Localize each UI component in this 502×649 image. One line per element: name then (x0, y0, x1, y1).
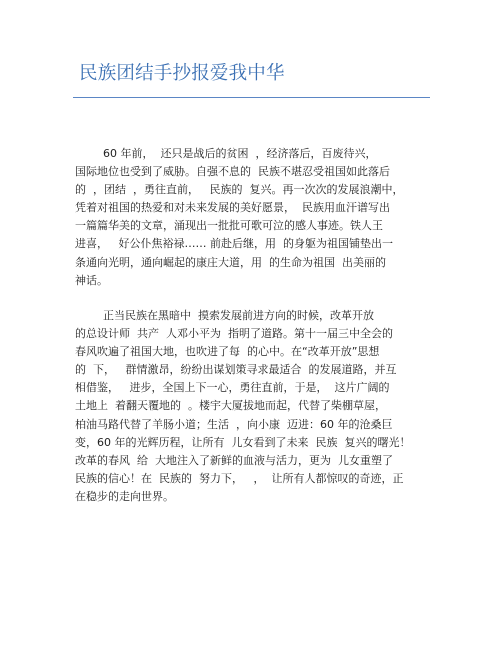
paragraph-line: 柏油马路代替了羊肠小道；生活 ，向小康 迈进：60 年的沧桑巨 (75, 417, 393, 431)
paragraph-line: 的总设计师 共产 人邓小平为 指明了道路。第十一届三中全会的 (75, 327, 393, 341)
paragraph-1 (75, 145, 435, 290)
paragraph-line: 在稳步的走向世界。 (75, 489, 174, 503)
paragraph-line: 条通向光明，通向崛起的康庄大道，用 的生命为祖国 出美丽的 (75, 255, 386, 269)
paragraph-line: 民族的信心！在 民族的 努力下， ， 让所有人都惊叹的奇迹，正 (75, 471, 404, 485)
paragraph-line: 凭着对祖国的热爱和对未来发展的美好愿景， 民族用血汗谱写出 (75, 201, 390, 215)
title-underline (73, 97, 430, 98)
paragraph-line: 正当民族在黑暗中 摸索发展前进方向的时候，改革开放 (75, 309, 374, 322)
paragraph-line: 变，60 年的光辉历程，让所有 儿女看到了未来 民族 复兴的曙光！ (75, 435, 411, 449)
document-title: 民族团结手抄报爱我中华 (79, 63, 285, 84)
paragraph-line: 60 年前， 还只是战后的贫困 ，经济落后，百废待兴， (75, 147, 377, 160)
paragraph-line: 的 ，团结 ，勇往直前， 民族的 复兴。再一次次的发展浪潮中， (75, 183, 404, 197)
paragraph-line: 一篇篇华美的文章，涌现出一批批可歌可泣的感人事迹。铁人王 (75, 219, 383, 233)
paragraph-line: 土地上 着翻天覆地的 。楼宇大厦拔地而起，代替了柴棚草屋， (75, 399, 386, 413)
paragraph-line: 的 下， 群情激昂，纷纷出谋划策寻求最适合 的发展道路，并互 (75, 363, 397, 377)
paragraph-line: 神话。 (75, 273, 108, 287)
paragraph-2 (75, 307, 435, 506)
paragraph-line: 春风吹遍了祖国大地，也吹进了每 的心中。在“改革开放”思想 (75, 345, 380, 359)
paragraph-line: 进喜， 好公仆焦裕禄…… 前赴后继，用 的身躯为祖国铺垫出一 (75, 237, 393, 251)
paragraph-line: 改革的春风 给 大地注入了新鲜的血液与活力，更为 儿女重塑了 (75, 453, 393, 467)
paragraph-line: 国际地位也受到了威胁。自强不息的 民族不堪忍受祖国如此落后 (75, 165, 390, 179)
paragraph-line: 相借鉴， 进步，全国上下一心，勇往直前，于是， 这片广阔的 (75, 381, 390, 395)
